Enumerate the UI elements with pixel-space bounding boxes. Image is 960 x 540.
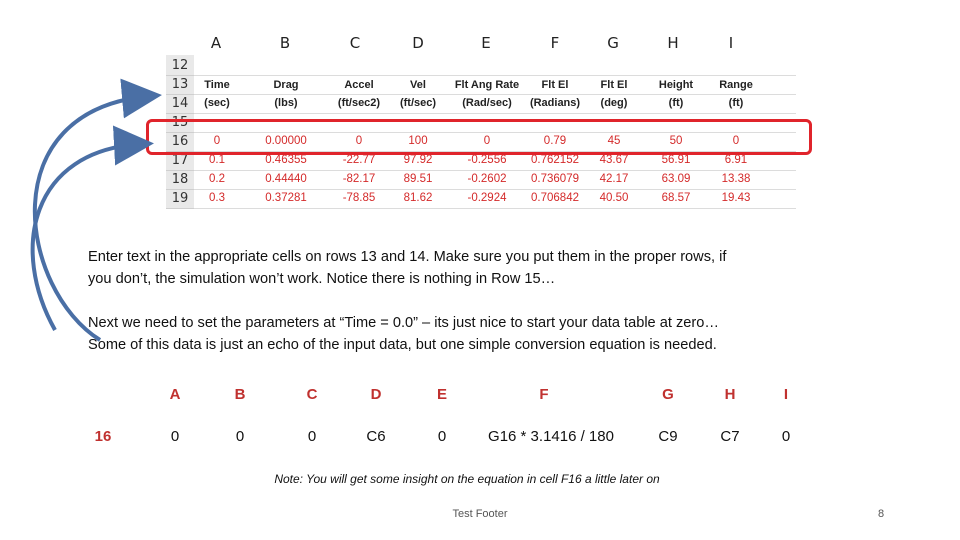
sheet-row-number: 15 bbox=[166, 114, 194, 133]
paragraph-2-line-2: Some of this data is just an echo of the input data, but one simple conversion equation is needed. bbox=[88, 337, 717, 353]
sheet-data-cell: 89.51 bbox=[403, 173, 433, 185]
sheet-data-cell: -22.77 bbox=[342, 154, 376, 166]
column-letter-8: I bbox=[728, 34, 734, 52]
sheet-row-number: 19 bbox=[166, 190, 194, 209]
sheet-data-cell: -78.85 bbox=[342, 192, 376, 204]
sheet-row-number: 18 bbox=[166, 171, 194, 190]
sheet-data-cell: 68.57 bbox=[661, 192, 691, 204]
sheet-unit-cell: (sec) bbox=[204, 97, 230, 109]
sheet-unit-cell: (ft/sec) bbox=[399, 97, 437, 109]
sheet-header-cell: Flt Ang Rate bbox=[454, 79, 520, 91]
column-letter-3: D bbox=[412, 34, 424, 52]
column-letter-5: F bbox=[550, 34, 560, 52]
formula-cell: 0 bbox=[170, 428, 180, 445]
formula-column-header: H bbox=[724, 386, 736, 403]
sheet-data-cell: -0.2602 bbox=[467, 173, 507, 185]
sheet-data-cell: 0 bbox=[483, 135, 491, 147]
sheet-data-cell: 40.50 bbox=[599, 192, 629, 204]
sheet-row-number: 12 bbox=[166, 57, 194, 76]
column-letter-1: B bbox=[279, 34, 291, 52]
column-letter-7: H bbox=[667, 34, 679, 52]
sheet-unit-cell: (ft) bbox=[668, 97, 684, 109]
instructions-paragraph-2 bbox=[88, 312, 938, 356]
sheet-unit-cell: (deg) bbox=[600, 97, 628, 109]
column-letter-2: C bbox=[349, 34, 361, 52]
sheet-data-cell: 0 bbox=[213, 135, 221, 147]
sheet-data-cell: 0.37281 bbox=[265, 192, 307, 204]
column-letter-6: G bbox=[607, 34, 619, 52]
sheet-data-cell: 6.91 bbox=[724, 154, 748, 166]
sheet-unit-cell: (ft) bbox=[728, 97, 744, 109]
sheet-data-cell: 0 bbox=[355, 135, 363, 147]
sheet-data-cell: 81.62 bbox=[403, 192, 433, 204]
formula-cell: 0 bbox=[307, 428, 317, 445]
sheet-data-cell: -0.2924 bbox=[467, 192, 507, 204]
sheet-data-cell: 0.46355 bbox=[265, 154, 307, 166]
sheet-header-cell: Flt El bbox=[600, 79, 628, 91]
sheet-unit-cell: (Radians) bbox=[529, 97, 581, 109]
sheet-data-cell: 97.92 bbox=[403, 154, 433, 166]
formula-cell: G16 * 3.1416 / 180 bbox=[488, 428, 614, 445]
formula-column-header: G bbox=[662, 386, 674, 403]
paragraph-1-line-2: you don’t, the simulation won’t work. Notice there is nothing in Row 15… bbox=[88, 271, 556, 287]
page-number: 8 bbox=[877, 508, 885, 520]
sheet-header-cell: Range bbox=[719, 79, 753, 91]
sheet-unit-cell: (Rad/sec) bbox=[462, 97, 512, 109]
sheet-data-cell: 0.79 bbox=[543, 135, 567, 147]
sheet-header-cell: Vel bbox=[410, 79, 426, 91]
footer-text: Test Footer bbox=[452, 508, 508, 520]
formula-column-header: I bbox=[783, 386, 789, 403]
sheet-data-cell: 0.3 bbox=[209, 192, 225, 204]
sheet-data-cell: 19.43 bbox=[721, 192, 751, 204]
sheet-unit-cell: (ft/sec2) bbox=[337, 97, 381, 109]
sheet-data-cell: 43.67 bbox=[599, 154, 629, 166]
sheet-data-cell: 13.38 bbox=[721, 173, 751, 185]
sheet-data-cell: 0.1 bbox=[209, 154, 225, 166]
paragraph-1-line-1: Enter text in the appropriate cells on rows 13 and 14. Make sure you put them in the proper rows, if bbox=[88, 249, 727, 265]
sheet-data-cell: 63.09 bbox=[661, 173, 691, 185]
sheet-header-cell: Height bbox=[658, 79, 694, 91]
formula-column-header: D bbox=[370, 386, 382, 403]
column-letter-4: E bbox=[481, 34, 491, 52]
sheet-data-cell: 45 bbox=[607, 135, 621, 147]
sheet-data-cell: 0.736079 bbox=[531, 173, 579, 185]
formula-column-header: E bbox=[436, 386, 447, 403]
arrow-to-row-13 bbox=[35, 96, 150, 340]
sheet-data-cell: -0.2556 bbox=[467, 154, 507, 166]
formula-column-header: B bbox=[234, 386, 246, 403]
formula-cell: 0 bbox=[781, 428, 791, 445]
formula-column-header: F bbox=[539, 386, 549, 403]
sheet-data-cell: 0.2 bbox=[209, 173, 225, 185]
formula-cell: 0 bbox=[235, 428, 245, 445]
formula-cell: 0 bbox=[437, 428, 447, 445]
sheet-data-cell: 56.91 bbox=[661, 154, 691, 166]
sheet-row-number: 13 bbox=[166, 76, 194, 95]
sheet-row-number: 17 bbox=[166, 152, 194, 171]
paragraph-2-line-1: Next we need to set the parameters at “Time = 0.0” – its just nice to start your data table at zero… bbox=[88, 315, 719, 331]
sheet-header-cell: Time bbox=[204, 79, 230, 91]
sheet-data-cell: 0.762152 bbox=[531, 154, 579, 166]
sheet-row-number: 16 bbox=[166, 133, 194, 152]
sheet-data-cell: 42.17 bbox=[599, 173, 629, 185]
formula-column-header: C bbox=[306, 386, 318, 403]
sheet-data-cell: 0.00000 bbox=[265, 135, 307, 147]
note-text: Note: You will get some insight on the equation in cell F16 a little later on bbox=[274, 472, 660, 486]
formula-row-label: 16 bbox=[94, 428, 112, 445]
sheet-unit-cell: (lbs) bbox=[274, 97, 298, 109]
sheet-header-cell: Flt El bbox=[541, 79, 569, 91]
sheet-row-number: 14 bbox=[166, 95, 194, 114]
formula-column-header: A bbox=[169, 386, 181, 403]
formula-cell: C9 bbox=[658, 428, 678, 445]
column-letter-0: A bbox=[210, 34, 222, 52]
formula-cell: C7 bbox=[720, 428, 740, 445]
sheet-data-cell: 100 bbox=[408, 135, 428, 147]
formula-cell: C6 bbox=[366, 428, 386, 445]
sheet-header-cell: Drag bbox=[273, 79, 299, 91]
arrow-to-row-14 bbox=[33, 144, 142, 330]
instructions-paragraph-1 bbox=[88, 246, 938, 290]
sheet-data-cell: 0.44440 bbox=[265, 173, 307, 185]
sheet-data-cell: 50 bbox=[669, 135, 683, 147]
sheet-data-cell: 0.706842 bbox=[531, 192, 579, 204]
sheet-header-cell: Accel bbox=[344, 79, 374, 91]
sheet-data-cell: -82.17 bbox=[342, 173, 376, 185]
sheet-data-cell: 0 bbox=[732, 135, 740, 147]
